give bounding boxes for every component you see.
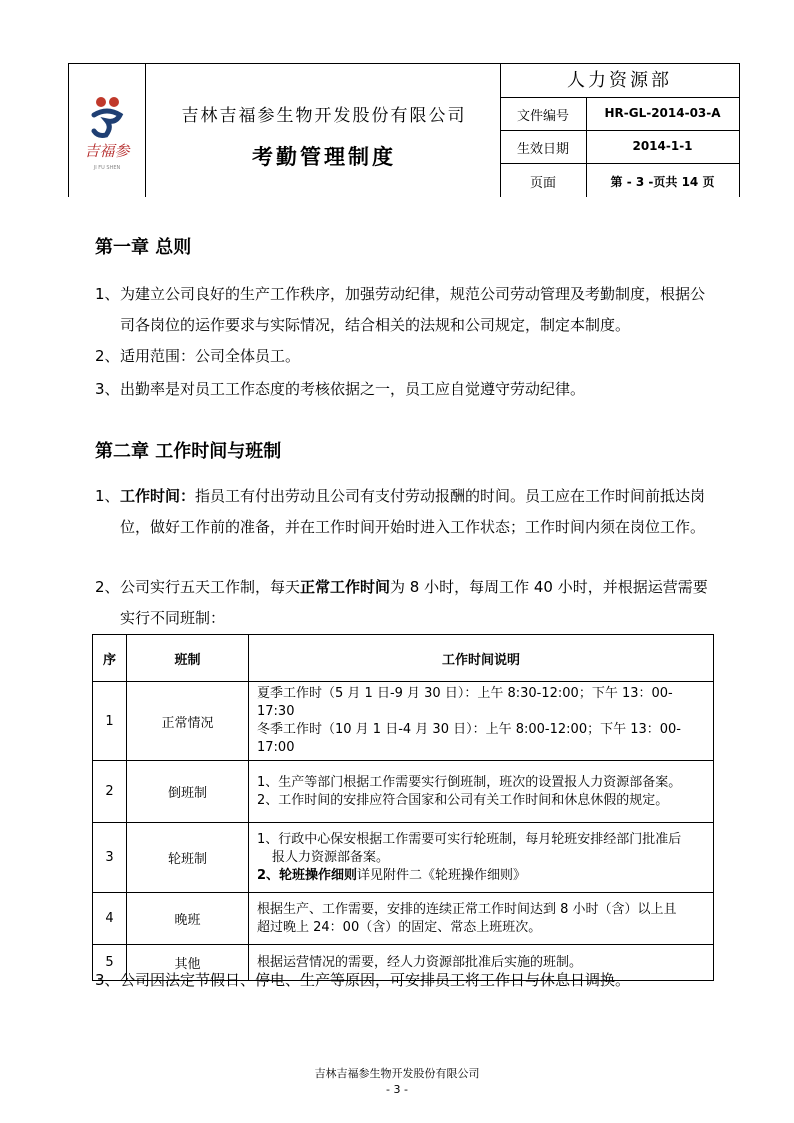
row-no: 5 bbox=[93, 945, 127, 981]
chapter-1-item-2: 2、 适用范围：公司全体员工。 bbox=[95, 347, 301, 365]
chapter-1-item-1: 1、 为建立公司良好的生产工作秩序，加强劳动纪律，规范公司劳动管理及考勤制度，根据公司各岗位的运作要求与实际情况，结合相关的法规和公司规定，制定本制度。 bbox=[95, 285, 706, 334]
chapter-2-item-3: 3、 公司因法定节假日、停电、生产等原因，可安排员工将工作日与休息日调换。 bbox=[95, 971, 631, 989]
document-header bbox=[68, 63, 739, 197]
department-name: 人力资源部 bbox=[567, 70, 672, 91]
shift-table bbox=[92, 634, 714, 981]
table-header-row bbox=[93, 635, 714, 682]
doc-number-value: HR-GL-2014-03-A bbox=[604, 106, 721, 120]
footer-page-number: - 3 - bbox=[386, 1083, 408, 1096]
row-no: 4 bbox=[93, 893, 127, 945]
row-description: 根据运营情况的需要，经人力资源部批准后实施的班制。 bbox=[249, 945, 714, 981]
work-time-term: 工作时间： bbox=[120, 487, 196, 505]
svg-text:吉福参: 吉福参 bbox=[84, 142, 130, 160]
chapter-2-item-2: 2、 公司实行五天工作制，每天正常工作时间为 8 小时，每周工作 40 小时，并根据运营需要实行不同班制： bbox=[95, 578, 708, 627]
row-shift-type: 晚班 bbox=[127, 893, 249, 945]
row-description: 1、行政中心保安根据工作需要可实行轮班制，每月轮班安排经部门批准后 报人力资源部备案。 2、轮班操作细则详见附件二《轮班操作细则》 bbox=[249, 823, 714, 893]
col-header-description: 工作时间说明 bbox=[249, 635, 714, 682]
chapter-1-item-3: 3、 出勤率是对员工工作态度的考核依据之一，员工应自觉遵守劳动纪律。 bbox=[95, 380, 586, 398]
row-shift-type: 轮班制 bbox=[127, 823, 249, 893]
company-name: 吉林吉福参生物开发股份有限公司 bbox=[181, 106, 467, 126]
row-no: 2 bbox=[93, 761, 127, 823]
page-label: 页面 bbox=[529, 176, 556, 191]
chapter-2-title: 第二章 工作时间与班制 bbox=[95, 441, 282, 462]
table-row bbox=[93, 893, 714, 945]
row-description: 根据生产、工作需要，安排的连续正常工作时间达到 8 小时（含）以上且 超过晚上 24：00（含）的固定、常态上班班次。 bbox=[249, 893, 714, 945]
page-value: 第 - 3 -页共 14 页 bbox=[610, 175, 715, 189]
normal-work-time-term: 正常工作时间 bbox=[300, 578, 391, 596]
col-header-no: 序 bbox=[93, 635, 127, 682]
chapter-1-title: 第一章 总则 bbox=[95, 237, 192, 258]
document-title: 考勤管理制度 bbox=[252, 144, 396, 169]
doc-number-label: 文件编号 bbox=[516, 109, 569, 124]
row-description: 夏季工作时（5 月 1 日-9 月 30 日）：上午 8:30-12:00；下午 13：00-17:30 冬季工作时（10 月 1 日-4 月 30 日）：上午 8:00-12:00；下午 13：00-17:00 bbox=[249, 682, 714, 761]
rotation-rules-term: 2、轮班操作细则 bbox=[257, 867, 358, 883]
row-description: 1、生产等部门根据工作需要实行倒班制，班次的设置报人力资源部备案。 2、工作时间的安排应符合国家和公司有关工作时间和休息休假的规定。 bbox=[249, 761, 714, 823]
footer-company: 吉林吉福参生物开发股份有限公司 bbox=[314, 1067, 480, 1080]
row-shift-type: 其他 bbox=[127, 945, 249, 981]
table-row bbox=[93, 823, 714, 893]
table-row bbox=[93, 682, 714, 761]
row-shift-type: 正常情况 bbox=[127, 682, 249, 761]
table-row bbox=[93, 761, 714, 823]
effective-date-value: 2014-1-1 bbox=[632, 139, 693, 153]
company-logo bbox=[76, 93, 138, 173]
row-no: 3 bbox=[93, 823, 127, 893]
col-header-shift: 班制 bbox=[127, 635, 249, 682]
svg-text:JI FU SHEN: JI FU SHEN bbox=[93, 165, 121, 171]
chapter-2-item-1: 1、 工作时间：指员工有付出劳动且公司有支付劳动报酬的时间。员工应在工作时间前抵达岗位，做好工作前的准备，并在工作时间开始时进入工作状态；工作时间内须在岗位工作。 bbox=[95, 487, 706, 536]
row-no: 1 bbox=[93, 682, 127, 761]
effective-date-label: 生效日期 bbox=[516, 142, 569, 157]
row-shift-type: 倒班制 bbox=[127, 761, 249, 823]
